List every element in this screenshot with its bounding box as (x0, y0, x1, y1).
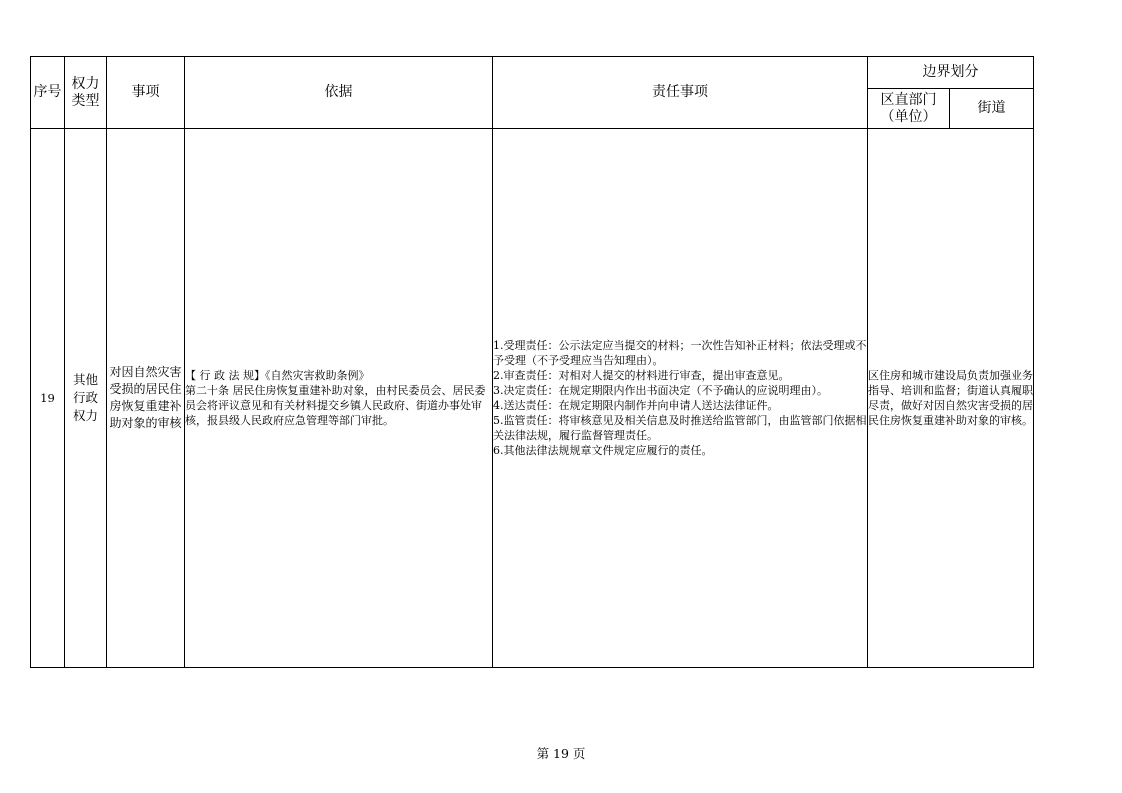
header-responsibility: 责任事项 (493, 57, 868, 129)
responsibility-line: 4.送达责任：在规定期限内制作并向申请人送达法律证件。 (493, 399, 779, 412)
header-district-dept-label: 区直部门（单位） (880, 91, 937, 125)
responsibility-line: 5.监管责任：将审核意见及相关信息及时推送给监管部门，由监管部门依据相关法律法规，履行监督管理责任。 (493, 414, 867, 442)
header-basis: 依据 (185, 57, 493, 129)
header-power-type (65, 57, 107, 129)
row-item: 对因自然灾害受损的居民住房恢复重建补助对象的审核 (107, 129, 185, 668)
power-list-table (30, 56, 1034, 668)
page-number: 第 19 页 (536, 746, 586, 761)
row-district-dept: 区住房和城市建设局负责加强业务指导、培训和监督；街道认真履职尽责，做好对因自然灾害受损的居民住房恢复重建补助对象的审核。 (868, 129, 1034, 668)
header-district-dept (868, 89, 950, 129)
row-power-type-text: 其他行政权力 (72, 372, 98, 423)
basis-line: 【 行 政 法 规】《自然灾害救助条例》 (185, 369, 370, 382)
header-item: 事项 (107, 57, 185, 129)
header-boundary: 边界划分 (868, 57, 1034, 89)
responsibility-line: 1.受理责任：公示法定应当提交的材料；一次性告知补正材料；依法受理或不予受理（不予受理应当告知理由）。 (493, 339, 867, 367)
header-street: 街道 (950, 89, 1034, 129)
responsibility-line: 3.决定责任：在规定期限内作出书面决定（不予确认的应说明理由）。 (493, 384, 828, 397)
responsibility-line: 6.其他法律法规规章文件规定应履行的责任。 (493, 444, 713, 457)
row-responsibility (493, 129, 868, 668)
row-no: 19 (31, 129, 65, 668)
row-basis (185, 129, 493, 668)
header-no: 序号 (31, 57, 65, 129)
table-row (31, 129, 1034, 668)
responsibility-line: 2.审查责任：对相对人提交的材料进行审查，提出审查意见。 (493, 369, 790, 382)
basis-line: 第二十条 居民住房恢复重建补助对象，由村民委员会、居民委员会将评议意见和有关材料提交乡镇人民政府、街道办事处审核，报县级人民政府应急管理等部门审批。 (185, 384, 486, 427)
header-power-type-label: 权力类型 (71, 75, 100, 109)
row-power-type (65, 129, 107, 668)
